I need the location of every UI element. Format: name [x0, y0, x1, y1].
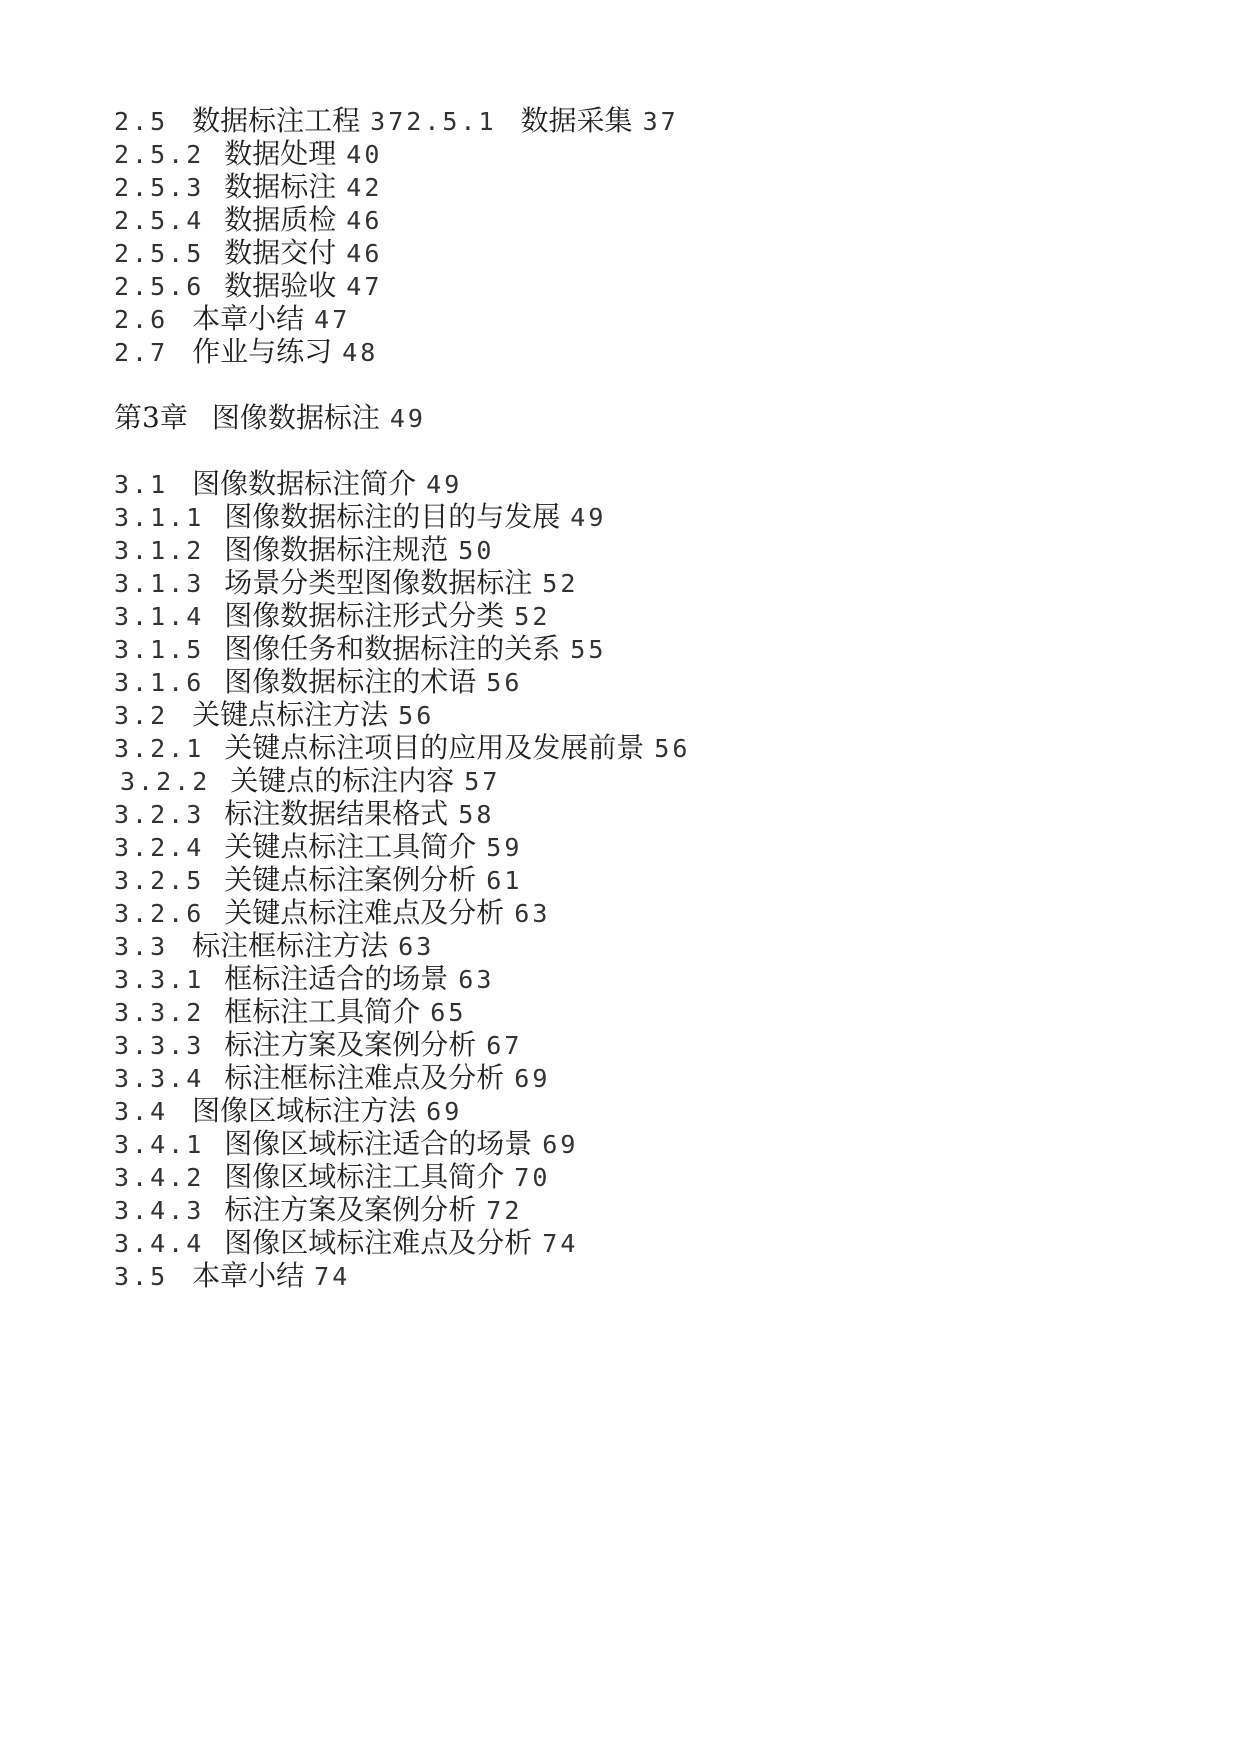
toc-entry [114, 500, 1174, 533]
toc-entry-page: 63 [514, 899, 551, 928]
toc-entry [114, 203, 1174, 236]
chapter-heading [114, 401, 1174, 434]
toc-entry-number: 3.3 [114, 932, 169, 961]
toc-entry-title: 关键点标注难点及分析 [224, 896, 505, 929]
toc-entry [114, 896, 1174, 929]
toc-entry [114, 797, 1174, 830]
toc-entry-title: 本章小结 [192, 302, 305, 335]
toc-entry-title: 图像区域标注难点及分析 [224, 1226, 533, 1259]
toc-entry [114, 170, 1174, 203]
toc-entry [114, 1259, 1174, 1292]
toc-entry-title: 关键点标注方法 [192, 698, 389, 731]
toc-entry [114, 632, 1174, 665]
toc-entry-number: 3.4.3 [114, 1196, 205, 1225]
toc-entry [114, 137, 1174, 170]
toc-entry-page: 69 [426, 1097, 463, 1126]
toc-entry-number: 3.1.1 [114, 503, 205, 532]
toc-entry-title: 标注方案及案例分析 [224, 1193, 477, 1226]
toc-entry-number: 3.4.4 [114, 1229, 205, 1258]
toc-entry-page: 56 [398, 701, 435, 730]
table-of-contents [114, 104, 1174, 1292]
toc-entry [114, 1028, 1174, 1061]
toc-entry-page: 69 [514, 1064, 551, 1093]
toc-entry-page: 72 [486, 1196, 523, 1225]
toc-entry-title: 数据标注工程 [192, 104, 361, 137]
toc-entry-page: 59 [486, 833, 523, 862]
toc-entry-page: 57 [464, 767, 501, 796]
toc-entry [114, 929, 1174, 962]
toc-entry-number: 3.2.2 [120, 767, 211, 796]
toc-entry-number: 3.1.5 [114, 635, 205, 664]
toc-entry-title: 图像区域标注适合的场景 [224, 1127, 533, 1160]
toc-entry [114, 335, 1174, 368]
toc-entry-title: 关键点标注案例分析 [224, 863, 477, 896]
toc-entry-title: 图像区域标注工具简介 [224, 1160, 505, 1193]
toc-entry-page: 47 [346, 272, 383, 301]
toc-entry-page: 49 [570, 503, 607, 532]
toc-entry [114, 830, 1174, 863]
toc-entry-page: 48 [342, 338, 379, 367]
toc-entry-number: 3.3.3 [114, 1031, 205, 1060]
toc-entry [114, 302, 1174, 335]
toc-entry-title: 图像任务和数据标注的关系 [224, 632, 561, 665]
toc-entry-title: 本章小结 [192, 1259, 305, 1292]
toc-entry-title: 数据验收 [224, 269, 337, 302]
toc-entry-title: 关键点标注工具简介 [224, 830, 477, 863]
toc-entry-number: 3.1.3 [114, 569, 205, 598]
toc-entry-page: 63 [458, 965, 495, 994]
toc-entry-title: 标注数据结果格式 [224, 797, 449, 830]
toc-entry-title: 场景分类型图像数据标注 [224, 566, 533, 599]
toc-entry [114, 236, 1174, 269]
toc-entry-number: 3.3.1 [114, 965, 205, 994]
toc-entry-page: 74 [314, 1262, 351, 1291]
toc-entry-title: 数据采集 [520, 104, 633, 137]
toc-entry-number: 3.3.2 [114, 998, 205, 1027]
toc-entry-page: 52 [542, 569, 579, 598]
toc-entry [114, 1094, 1174, 1127]
toc-entry [114, 1226, 1174, 1259]
toc-entry [114, 731, 1174, 764]
toc-entry [114, 566, 1174, 599]
toc-entry-title: 图像数据标注的术语 [224, 665, 477, 698]
toc-entry-page: 74 [542, 1229, 579, 1258]
toc-entry-page: 56 [654, 734, 691, 763]
toc-entry [114, 467, 1174, 500]
toc-entry-number: 3.2.3 [114, 800, 205, 829]
toc-entry-page: 40 [346, 140, 383, 169]
toc-entry-title: 数据交付 [224, 236, 337, 269]
toc-entry-title: 图像数据标注简介 [192, 467, 417, 500]
toc-entry-title: 标注框标注难点及分析 [224, 1061, 505, 1094]
toc-entry [114, 698, 1174, 731]
toc-entry-page: 63 [398, 932, 435, 961]
toc-entry-number: 2.7 [114, 338, 169, 367]
toc-entry [114, 1193, 1174, 1226]
toc-entry-page: 46 [346, 206, 383, 235]
toc-entry-page: 58 [458, 800, 495, 829]
toc-entry-title: 关键点标注项目的应用及发展前景 [224, 731, 645, 764]
toc-entry-page: 50 [458, 536, 495, 565]
toc-entry-number: 2.5.2 [114, 140, 205, 169]
toc-entry-number: 3.2.5 [114, 866, 205, 895]
toc-entry-number: 2.5.4 [114, 206, 205, 235]
toc-entry-number: 3.1.2 [114, 536, 205, 565]
toc-entry-page: 37 [370, 107, 407, 136]
toc-entry-number: 3.3.4 [114, 1064, 205, 1093]
toc-entry-page: 52 [514, 602, 551, 631]
toc-entry-page: 49 [426, 470, 463, 499]
toc-entry-page: 70 [514, 1163, 551, 1192]
toc-entry-title: 标注方案及案例分析 [224, 1028, 477, 1061]
toc-entry-page: 46 [346, 239, 383, 268]
chapter-label: 第3章 [114, 401, 188, 434]
toc-entry [114, 962, 1174, 995]
toc-entry-number: 3.2 [114, 701, 169, 730]
toc-entry [114, 995, 1174, 1028]
toc-entry [114, 863, 1174, 896]
toc-entry-title: 关键点的标注内容 [230, 764, 455, 797]
toc-entry-page: 67 [486, 1031, 523, 1060]
toc-entry [114, 1061, 1174, 1094]
toc-entry-title: 数据标注 [224, 170, 337, 203]
toc-entry-number: 3.5 [114, 1262, 169, 1291]
toc-entry [114, 269, 1174, 302]
toc-entry [114, 599, 1174, 632]
toc-entry-title: 图像数据标注形式分类 [224, 599, 505, 632]
toc-entry-page: 69 [542, 1130, 579, 1159]
toc-entry-title: 图像数据标注的目的与发展 [224, 500, 561, 533]
toc-entry-page: 42 [346, 173, 383, 202]
toc-entry [114, 1160, 1174, 1193]
toc-entry-number: 3.1.6 [114, 668, 205, 697]
toc-entry-number: 2.5.6 [114, 272, 205, 301]
chapter-page: 49 [389, 404, 426, 433]
toc-entry-number: 3.2.1 [114, 734, 205, 763]
chapter-title: 图像数据标注 [211, 401, 380, 434]
toc-entry-number: 3.4.1 [114, 1130, 205, 1159]
toc-entry-title: 数据质检 [224, 203, 337, 236]
toc-entry [114, 533, 1174, 566]
toc-entry-page: 55 [570, 635, 607, 664]
toc-entry-number: 3.2.4 [114, 833, 205, 862]
toc-entry-title: 框标注适合的场景 [224, 962, 449, 995]
toc-entry-title: 标注框标注方法 [192, 929, 389, 962]
toc-entry-page: 37 [642, 107, 679, 136]
toc-entry-number: 3.4.2 [114, 1163, 205, 1192]
toc-entry-title: 图像区域标注方法 [192, 1094, 417, 1127]
toc-entry-number: 3.4 [114, 1097, 169, 1126]
toc-entry-number: 2.5.1 [406, 107, 497, 136]
toc-entry [114, 1127, 1174, 1160]
toc-entry-page: 47 [314, 305, 351, 334]
toc-entry-number: 2.5 [114, 107, 169, 136]
toc-entry-title: 框标注工具简介 [224, 995, 421, 1028]
toc-entry [114, 764, 1174, 797]
toc-entry-title: 作业与练习 [192, 335, 333, 368]
toc-entry-number: 3.1.4 [114, 602, 205, 631]
toc-entry-2-5 [114, 104, 1174, 137]
toc-entry-number: 2.5.3 [114, 173, 205, 202]
toc-entry-title: 图像数据标注规范 [224, 533, 449, 566]
toc-entry-page: 65 [430, 998, 467, 1027]
toc-entry [114, 665, 1174, 698]
toc-entry-title: 数据处理 [224, 137, 337, 170]
toc-entry-number: 3.1 [114, 470, 169, 499]
toc-entry-page: 61 [486, 866, 523, 895]
toc-entry-page: 56 [486, 668, 523, 697]
toc-entry-number: 2.6 [114, 305, 169, 334]
toc-entry-number: 2.5.5 [114, 239, 205, 268]
toc-entry-number: 3.2.6 [114, 899, 205, 928]
